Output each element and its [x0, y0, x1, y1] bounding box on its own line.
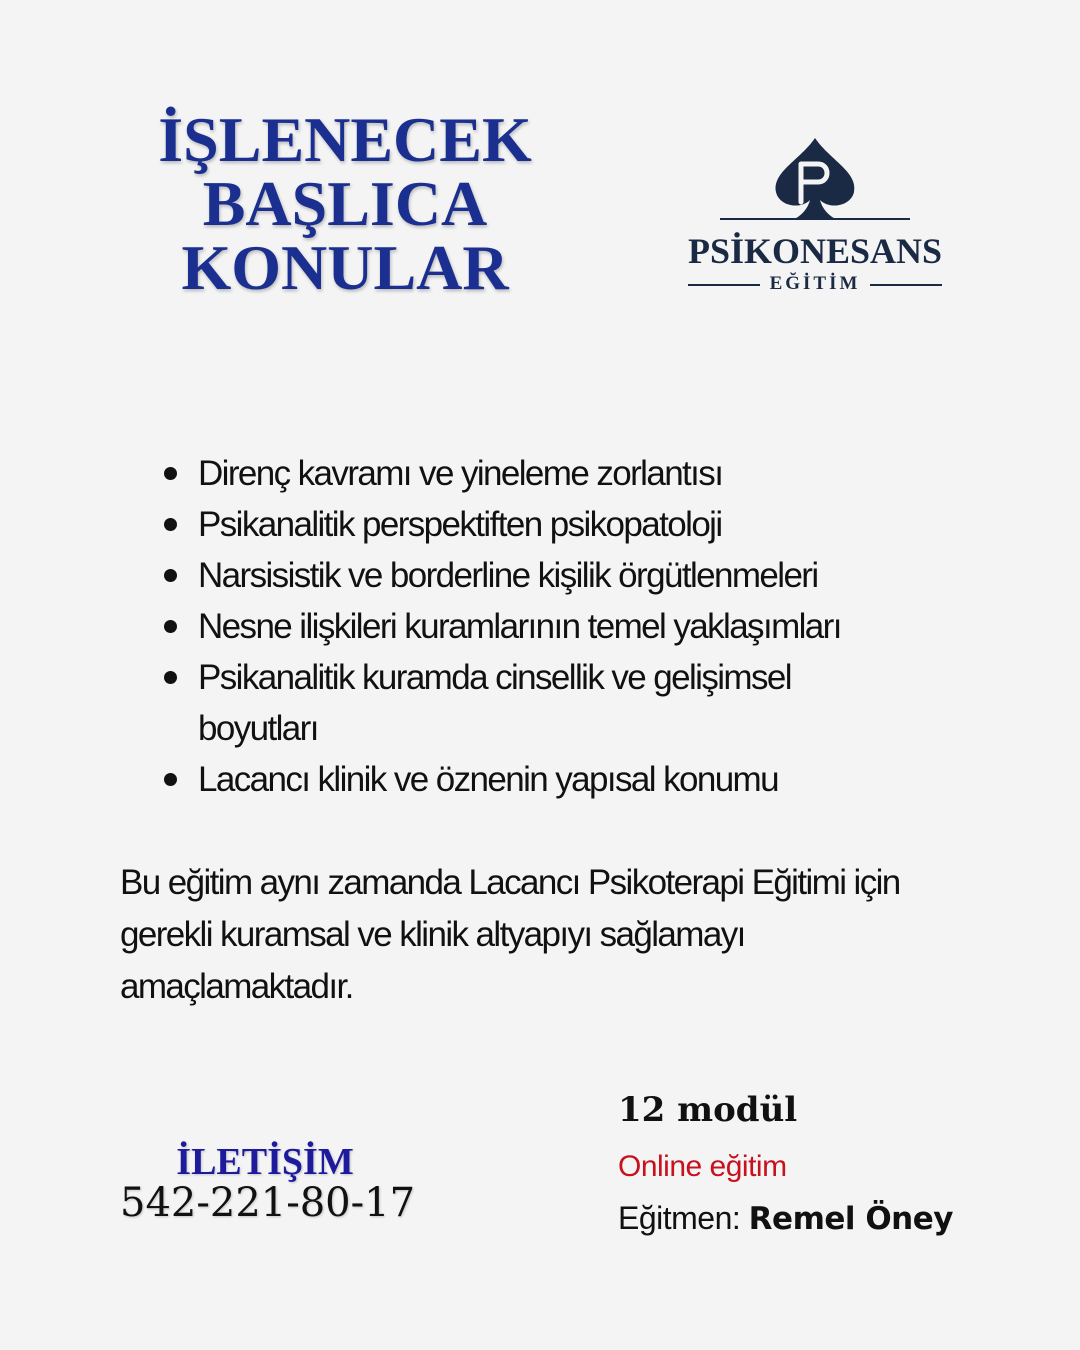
bullet-icon — [164, 467, 177, 480]
list-item — [160, 754, 920, 805]
topics-list — [160, 448, 920, 805]
trainer-label: Eğitmen: — [618, 1200, 741, 1236]
list-item — [160, 550, 920, 601]
logo-subtitle — [660, 273, 970, 295]
bullet-icon — [164, 773, 177, 786]
logo-rule-left — [688, 284, 760, 286]
bullet-icon — [164, 518, 177, 531]
title-line-1: İŞLENECEK — [158, 104, 532, 175]
bullet-icon — [164, 569, 177, 582]
spade-p-icon — [660, 130, 970, 230]
logo-rule-right — [870, 284, 942, 286]
brand-logo — [660, 130, 970, 310]
trainer-name: Remel Öney — [748, 1201, 953, 1237]
logo-name: PSİKONESANS — [687, 231, 943, 271]
topic-text: Nesne ilişkileri kuramlarının temel yaklaşımları — [198, 607, 841, 646]
modules-count: 12 modül — [618, 1090, 798, 1130]
description-paragraph: Bu eğitim aynı zamanda Lacancı Psikoterapi Eğitimi için gerekli kuramsal ve klinik altyapıyı sağlamayı amaçlamaktadır. — [120, 863, 900, 1006]
topic-text: Psikanalitik perspektiften psikopatoloji — [198, 505, 722, 544]
topic-text: Narsisistik ve borderline kişilik örgütlenmeleri — [198, 556, 818, 595]
contact-phone: 542-221-80-17 — [120, 1180, 416, 1226]
logo-subtitle-text: EĞİTİM — [769, 273, 861, 294]
contact-heading: İLETİŞİM — [176, 1141, 354, 1183]
topic-text: Psikanalitik kuramda cinsellik ve gelişimsel boyutları — [198, 658, 791, 748]
page-title — [100, 104, 590, 303]
list-item — [160, 448, 920, 499]
bullet-icon — [164, 620, 177, 633]
list-item — [160, 652, 920, 754]
bullet-icon — [164, 671, 177, 684]
title-line-3: KONULAR — [181, 232, 509, 303]
title-line-2: BAŞLICA — [202, 168, 488, 239]
trainer-info — [618, 1200, 953, 1237]
topic-text: Direnç kavramı ve yineleme zorlantısı — [198, 454, 723, 493]
training-mode: Online eğitim — [618, 1150, 787, 1183]
list-item — [160, 601, 920, 652]
topic-text: Lacancı klinik ve öznenin yapısal konumu — [198, 760, 778, 799]
list-item — [160, 499, 920, 550]
